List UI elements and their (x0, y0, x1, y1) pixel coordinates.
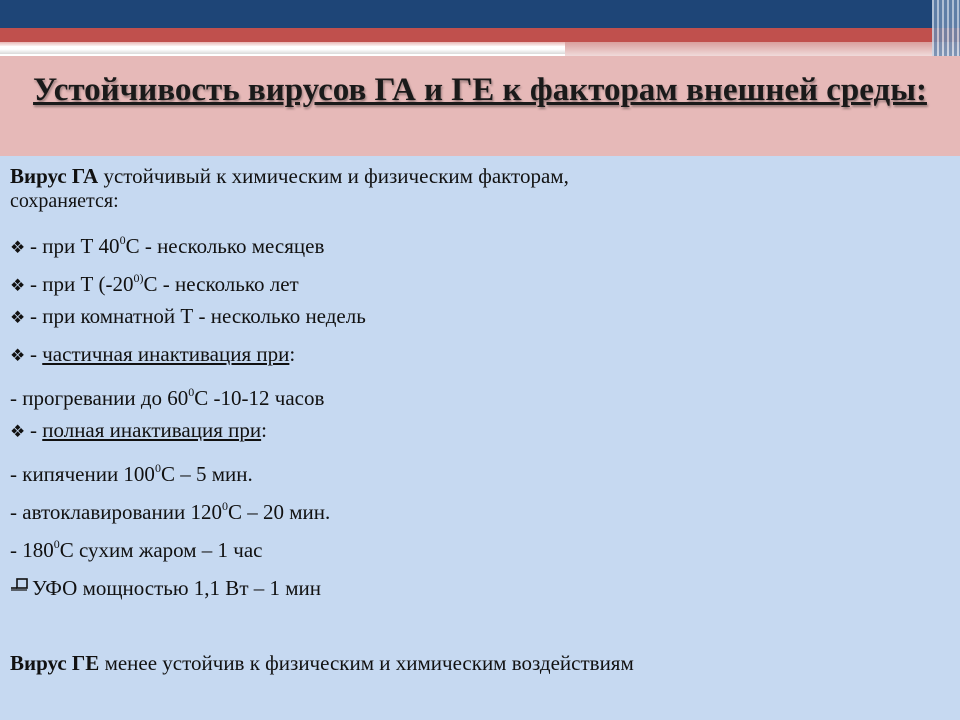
header-stripe-line (0, 46, 565, 49)
partial-heading: ❖ - частичная инактивация при: (10, 342, 296, 366)
diamond-cluster-icon: ❖ (10, 422, 26, 441)
full-heading: ❖ - полная инактивация при: (10, 418, 267, 442)
header-bar (0, 0, 960, 28)
intro-line (10, 164, 569, 188)
corner-decoration (932, 0, 960, 56)
uv-line: УФО мощностью 1,1 Вт – 1 мин (10, 576, 321, 601)
diamond-cluster-icon: ❖ (10, 308, 26, 327)
crt-monitor-icon (10, 577, 32, 601)
list-item: - кипячении $100^0С - 5$ мин. (10, 461, 253, 486)
intro-cont: сохраняется: (10, 190, 119, 212)
ge-line (10, 651, 634, 675)
intro-text: устойчивый к химическим и физическим факторам, (98, 164, 569, 188)
diamond-cluster-icon: ❖ (10, 276, 26, 295)
header-stripe-red (0, 28, 960, 42)
ge-bold: Вирус ГЕ (10, 651, 100, 675)
list-item: ❖ - при комнатной Т - несколько недель (10, 304, 366, 328)
list-item: ❖ - при Т $40^0С$ - несколько месяцев (10, 233, 325, 258)
header-stripe-accent (565, 42, 960, 56)
slide-title: Устойчивость вирусов ГА и ГЕ к факторам внешней среды: (33, 72, 927, 108)
diamond-cluster-icon: ❖ (10, 238, 26, 257)
diamond-cluster-icon: ❖ (10, 346, 26, 365)
list-item: - $180^0С$ сухим жаром – 1 час (10, 537, 263, 562)
intro-bold: Вирус ГА (10, 164, 99, 188)
list-item: ❖ - при Т (-20$^{0)}$С - несколько лет (10, 271, 299, 296)
intro-cont-line (10, 189, 119, 213)
list-item: - автоклавировании $120^0С - 20$ мин. (10, 499, 331, 524)
ge-text: менее устойчив к физическим и химическим воздействиям (99, 651, 634, 675)
list-item: - прогревании до $60^0С$ -10-12 часов (10, 385, 325, 410)
